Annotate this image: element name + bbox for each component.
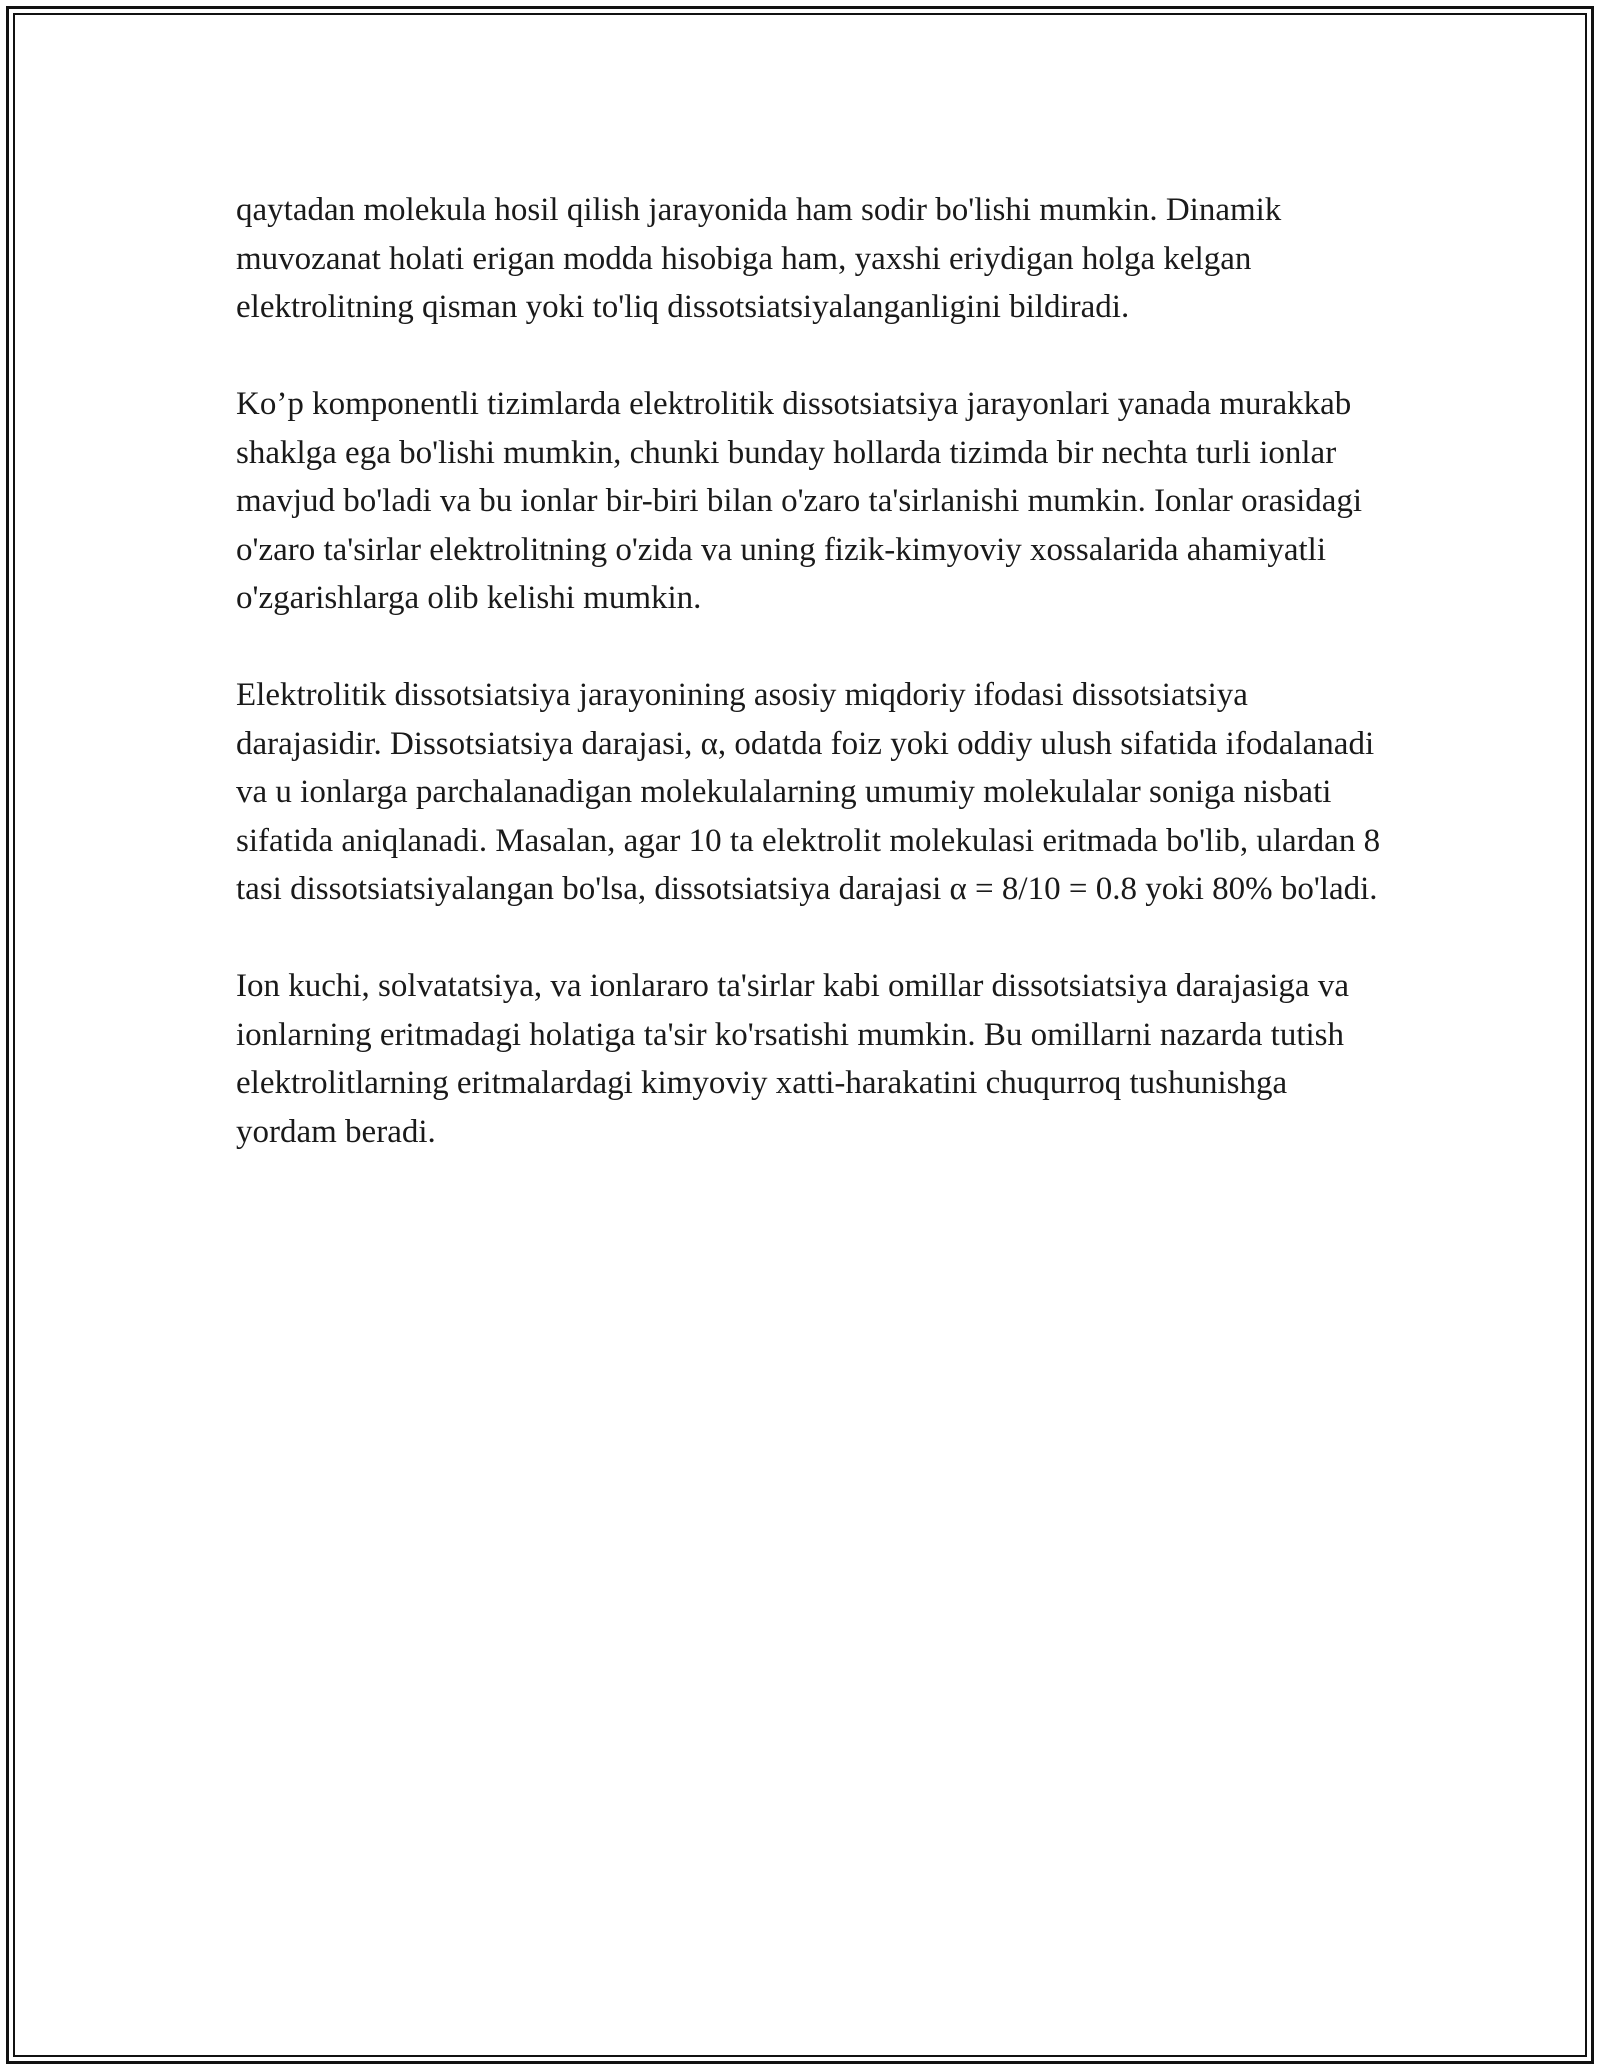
paragraph-3: Elektrolitik dissotsiatsiya jarayonining asosiy miqdoriy ifodasi dissotsiatsiya darajasidir. Dissotsiatsiya darajasi, α, odatda foiz yoki oddiy ulush sifatida ifodalanadi va u ionlarga parchalanadigan molekulalarning umumiy molekulalar soniga nisbati sifatida aniqlanadi. Masalan, agar 10 ta elektrolit molekulasi eritmada bo'lib, ulardan 8 tasi dissotsiatsiyalangan bo'lsa, dissotsiatsiya darajasi α = 8/10 = 0.8 yoki 80% bo'ladi. [236,677,1381,907]
paragraph-4: Ion kuchi, solvatatsiya, va ionlararo ta'sirlar kabi omillar dissotsiatsiya darajasiga va ionlarning eritmadagi holatiga ta'sir ko'rsatishi mumkin. Bu omillarni nazarda tutish elektrolitlarning eritmalardagi kimyoviy xatti-harakatini chuqurroq tushunishga yordam beradi. [236,968,1349,1150]
paragraph-1: qaytadan molekula hosil qilish jarayonida ham sodir bo'lishi mumkin. Dinamik muvozanat holati erigan modda hisobiga ham, yaxshi eriydigan holga kelgan elektrolitning qisman yoki to'liq dissotsiatsiyalanganligini bildiradi. [236,192,1282,325]
paragraph-2: Ko’p komponentli tizimlarda elektrolitik dissotsiatsiya jarayonlari yanada murakkab shaklga ega bo'lishi mumkin, chunki bunday hollarda tizimda bir nechta turli ionlar mavjud bo'ladi va bu ionlar bir-biri bilan o'zaro ta'sirlanishi mumkin. Ionlar orasidagi o'zaro ta'sirlar elektrolitning o'zida va uning fizik-kimyoviy xossalarida ahamiyatli o'zgarishlarga olib kelishi mumkin. [236,386,1363,616]
document-body [236,186,1386,1156]
